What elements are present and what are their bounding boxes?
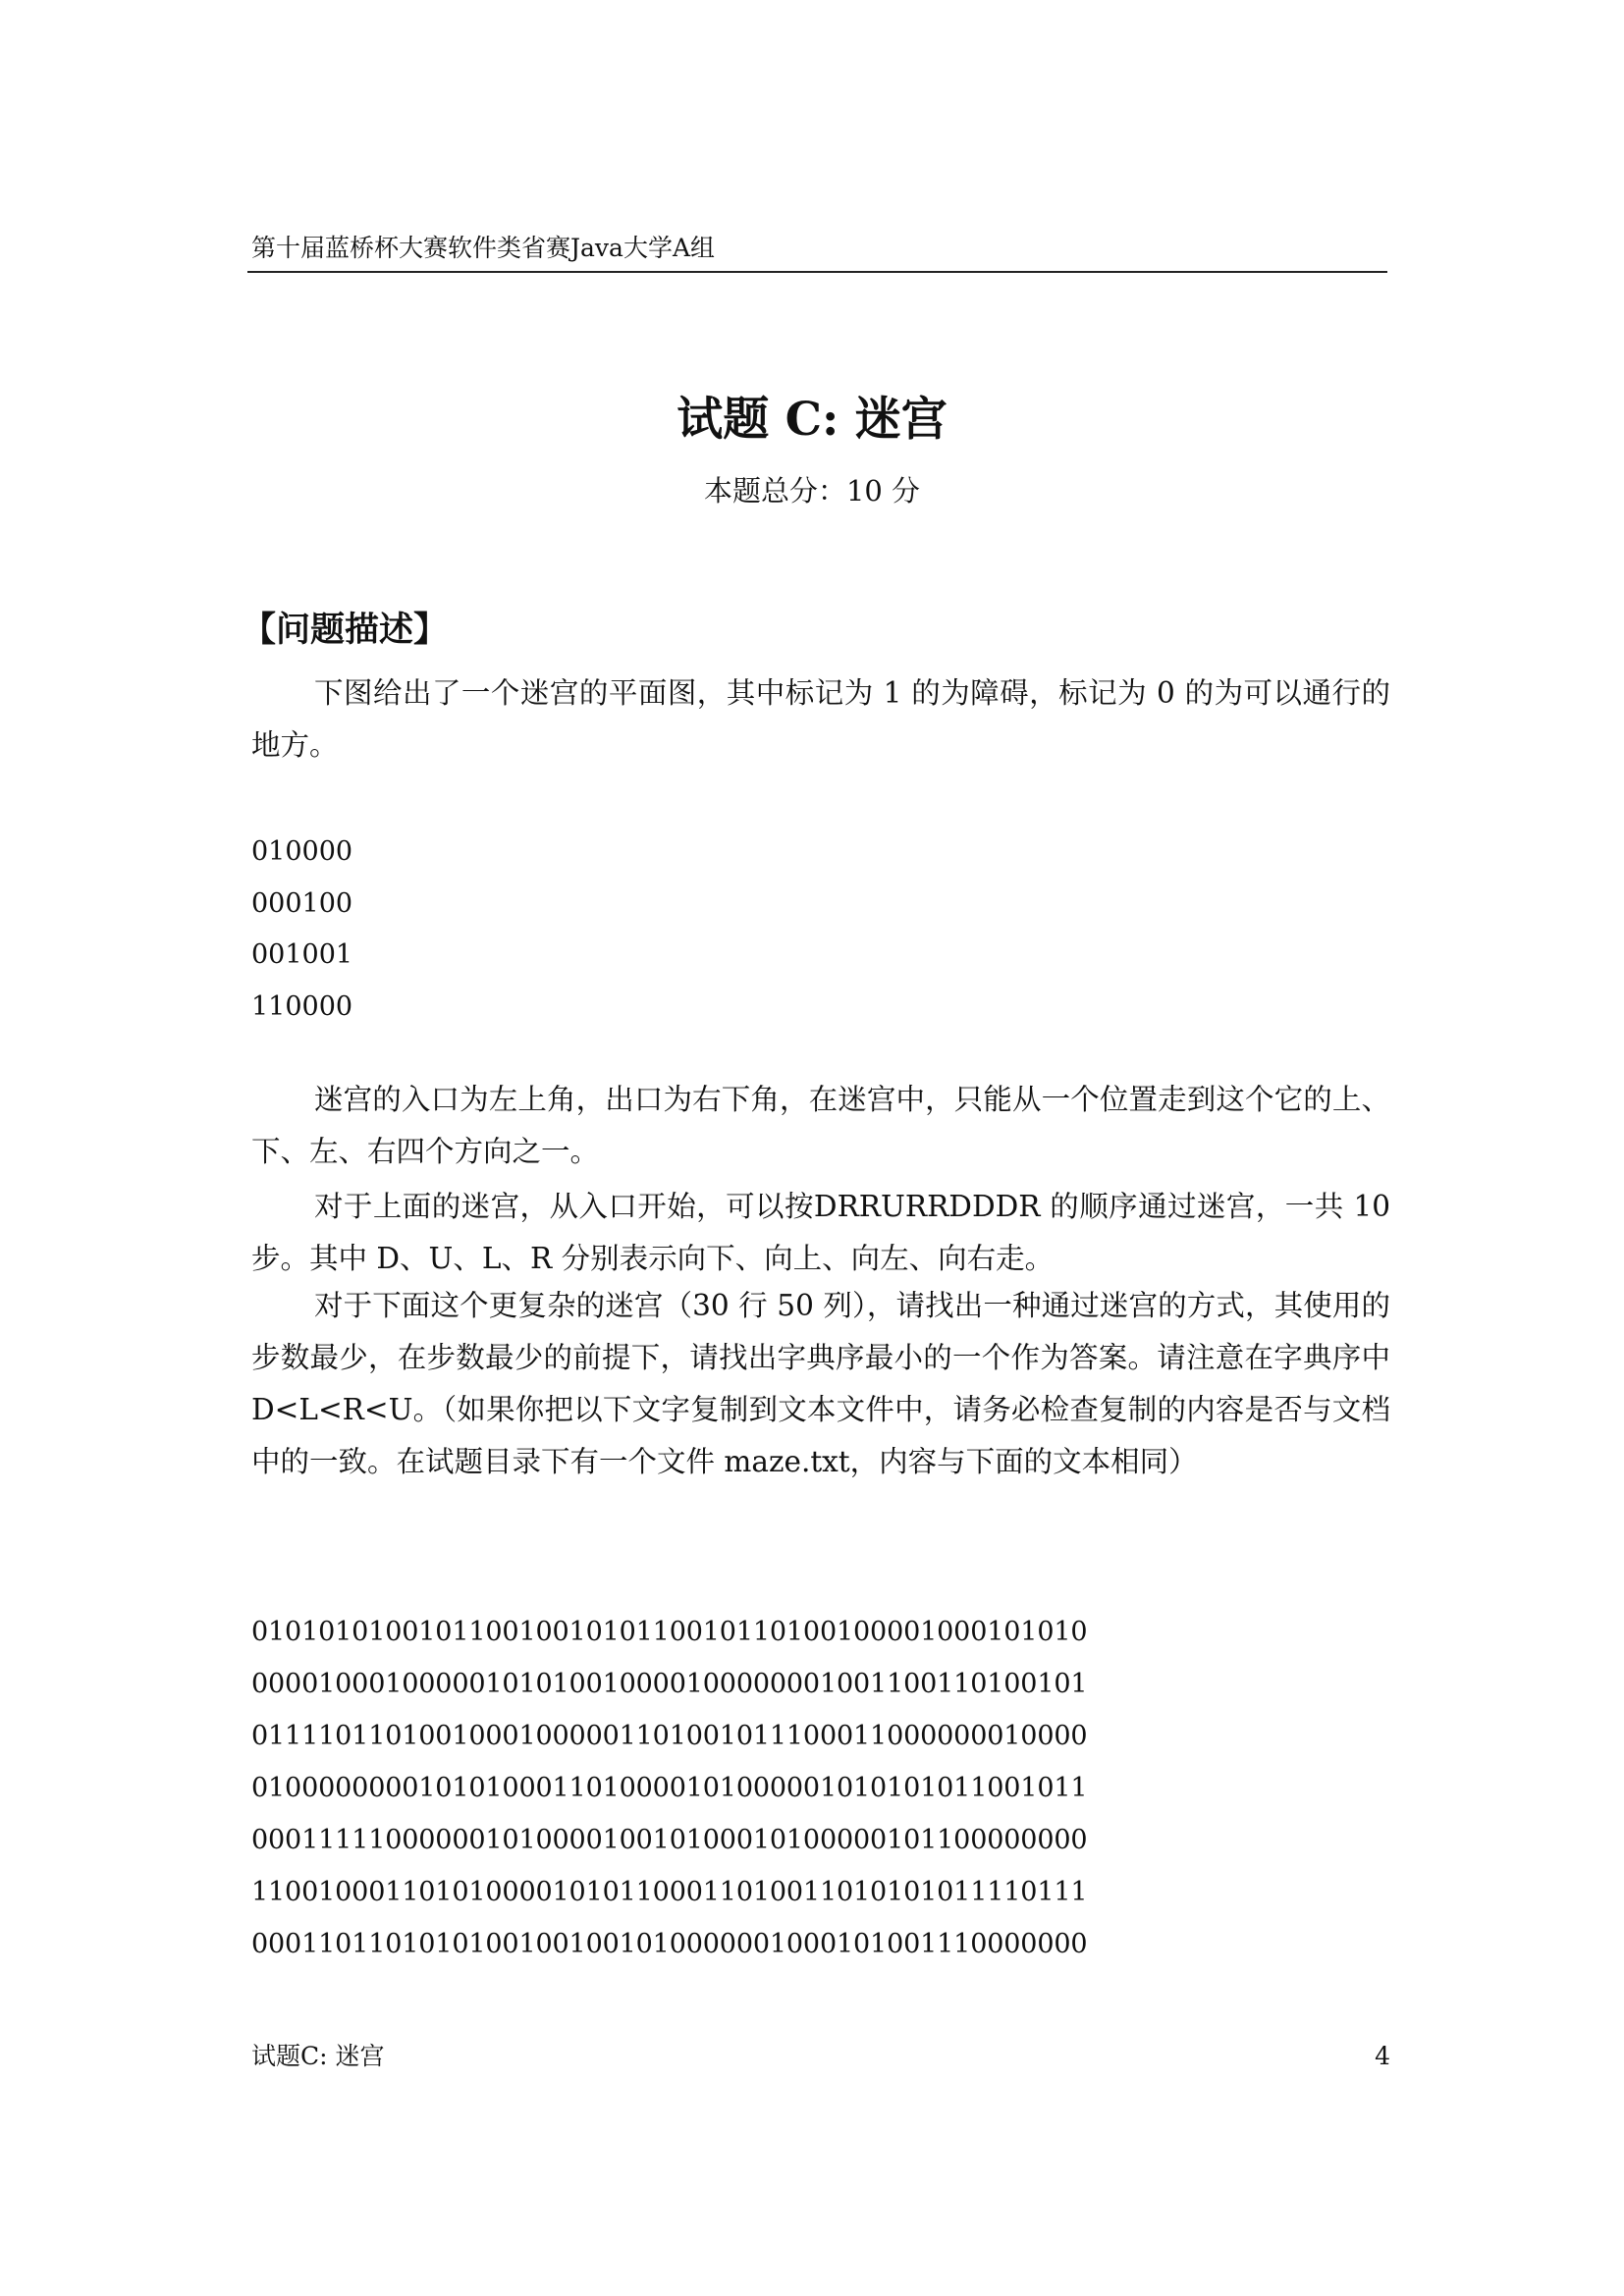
big-maze-row: 00011011010101001001001010000001000101001110000000 [251,1929,1088,1959]
title-letter: C: [785,393,839,447]
big-maze-row: 00001000100000101010010000100000001001100110100101 [251,1669,1088,1699]
paragraph-example-path: 对于上面的迷宫，从入口开始，可以按DRRURRDDDR 的顺序通过迷宫，一共 10 步。其中 D、U、L、R 分别表示向下、向上、向左、向右走。 [251,1190,1390,1275]
title-name: 迷宫 [854,393,947,447]
big-maze-row: 11001000110101000010101100011010011010101011110111 [251,1877,1088,1907]
header-divider [247,271,1387,273]
score-line: 本题总分：10 分 [703,474,921,507]
section-heading: 【问题描述】 [242,611,449,650]
footer-section-label: 试题C: 迷宫 [251,2042,385,2070]
small-maze-row: 001001 [251,939,353,970]
paragraph-task: 对于下面这个更复杂的迷宫（30 行 50 列），请找出一种通过迷宫的方式，其使用的步数最少，在步数最少的前提下，请找出字典序最小的一个作为答案。请注意在字典序中D<L<R<U。（如果你把以下文字复制到文本文件中，请务必检查复制的内容是否与文档中的一致。在试题目录下有一个文件 maze.txt，内容与下面的文本相同） [251,1289,1390,1478]
paragraph-maze-intro: 下图给出了一个迷宫的平面图，其中标记为 1 的为障碍，标记为 0 的为可以通行的地方。 [251,676,1391,762]
running-header: 第十届蓝桥杯大赛软件类省赛Java大学A组 [251,234,716,262]
paragraph-entrance-exit: 迷宫的入口为左上角，出口为右下角，在迷宫中，只能从一个位置走到这个它的上、下、左、右四个方向之一。 [251,1083,1390,1168]
title-prefix: 试题 [677,393,770,447]
big-maze-row: 01010101001011001001010110010110100100001000101010 [251,1617,1088,1647]
page-number: 4 [1375,2042,1390,2070]
problem-title [0,391,1624,450]
small-maze-row: 000100 [251,887,353,919]
big-maze-row: 01111011010010001000001101001011100011000000010000 [251,1721,1088,1751]
big-maze-row: 00011111000000101000010010100010100000101100000000 [251,1825,1088,1855]
small-maze [251,827,352,1033]
big-maze [251,1606,1087,1970]
small-maze-row: 110000 [251,990,353,1022]
small-maze-row: 010000 [251,836,353,867]
big-maze-row: 01000000001010100011010000101000001010101011001011 [251,1773,1088,1803]
